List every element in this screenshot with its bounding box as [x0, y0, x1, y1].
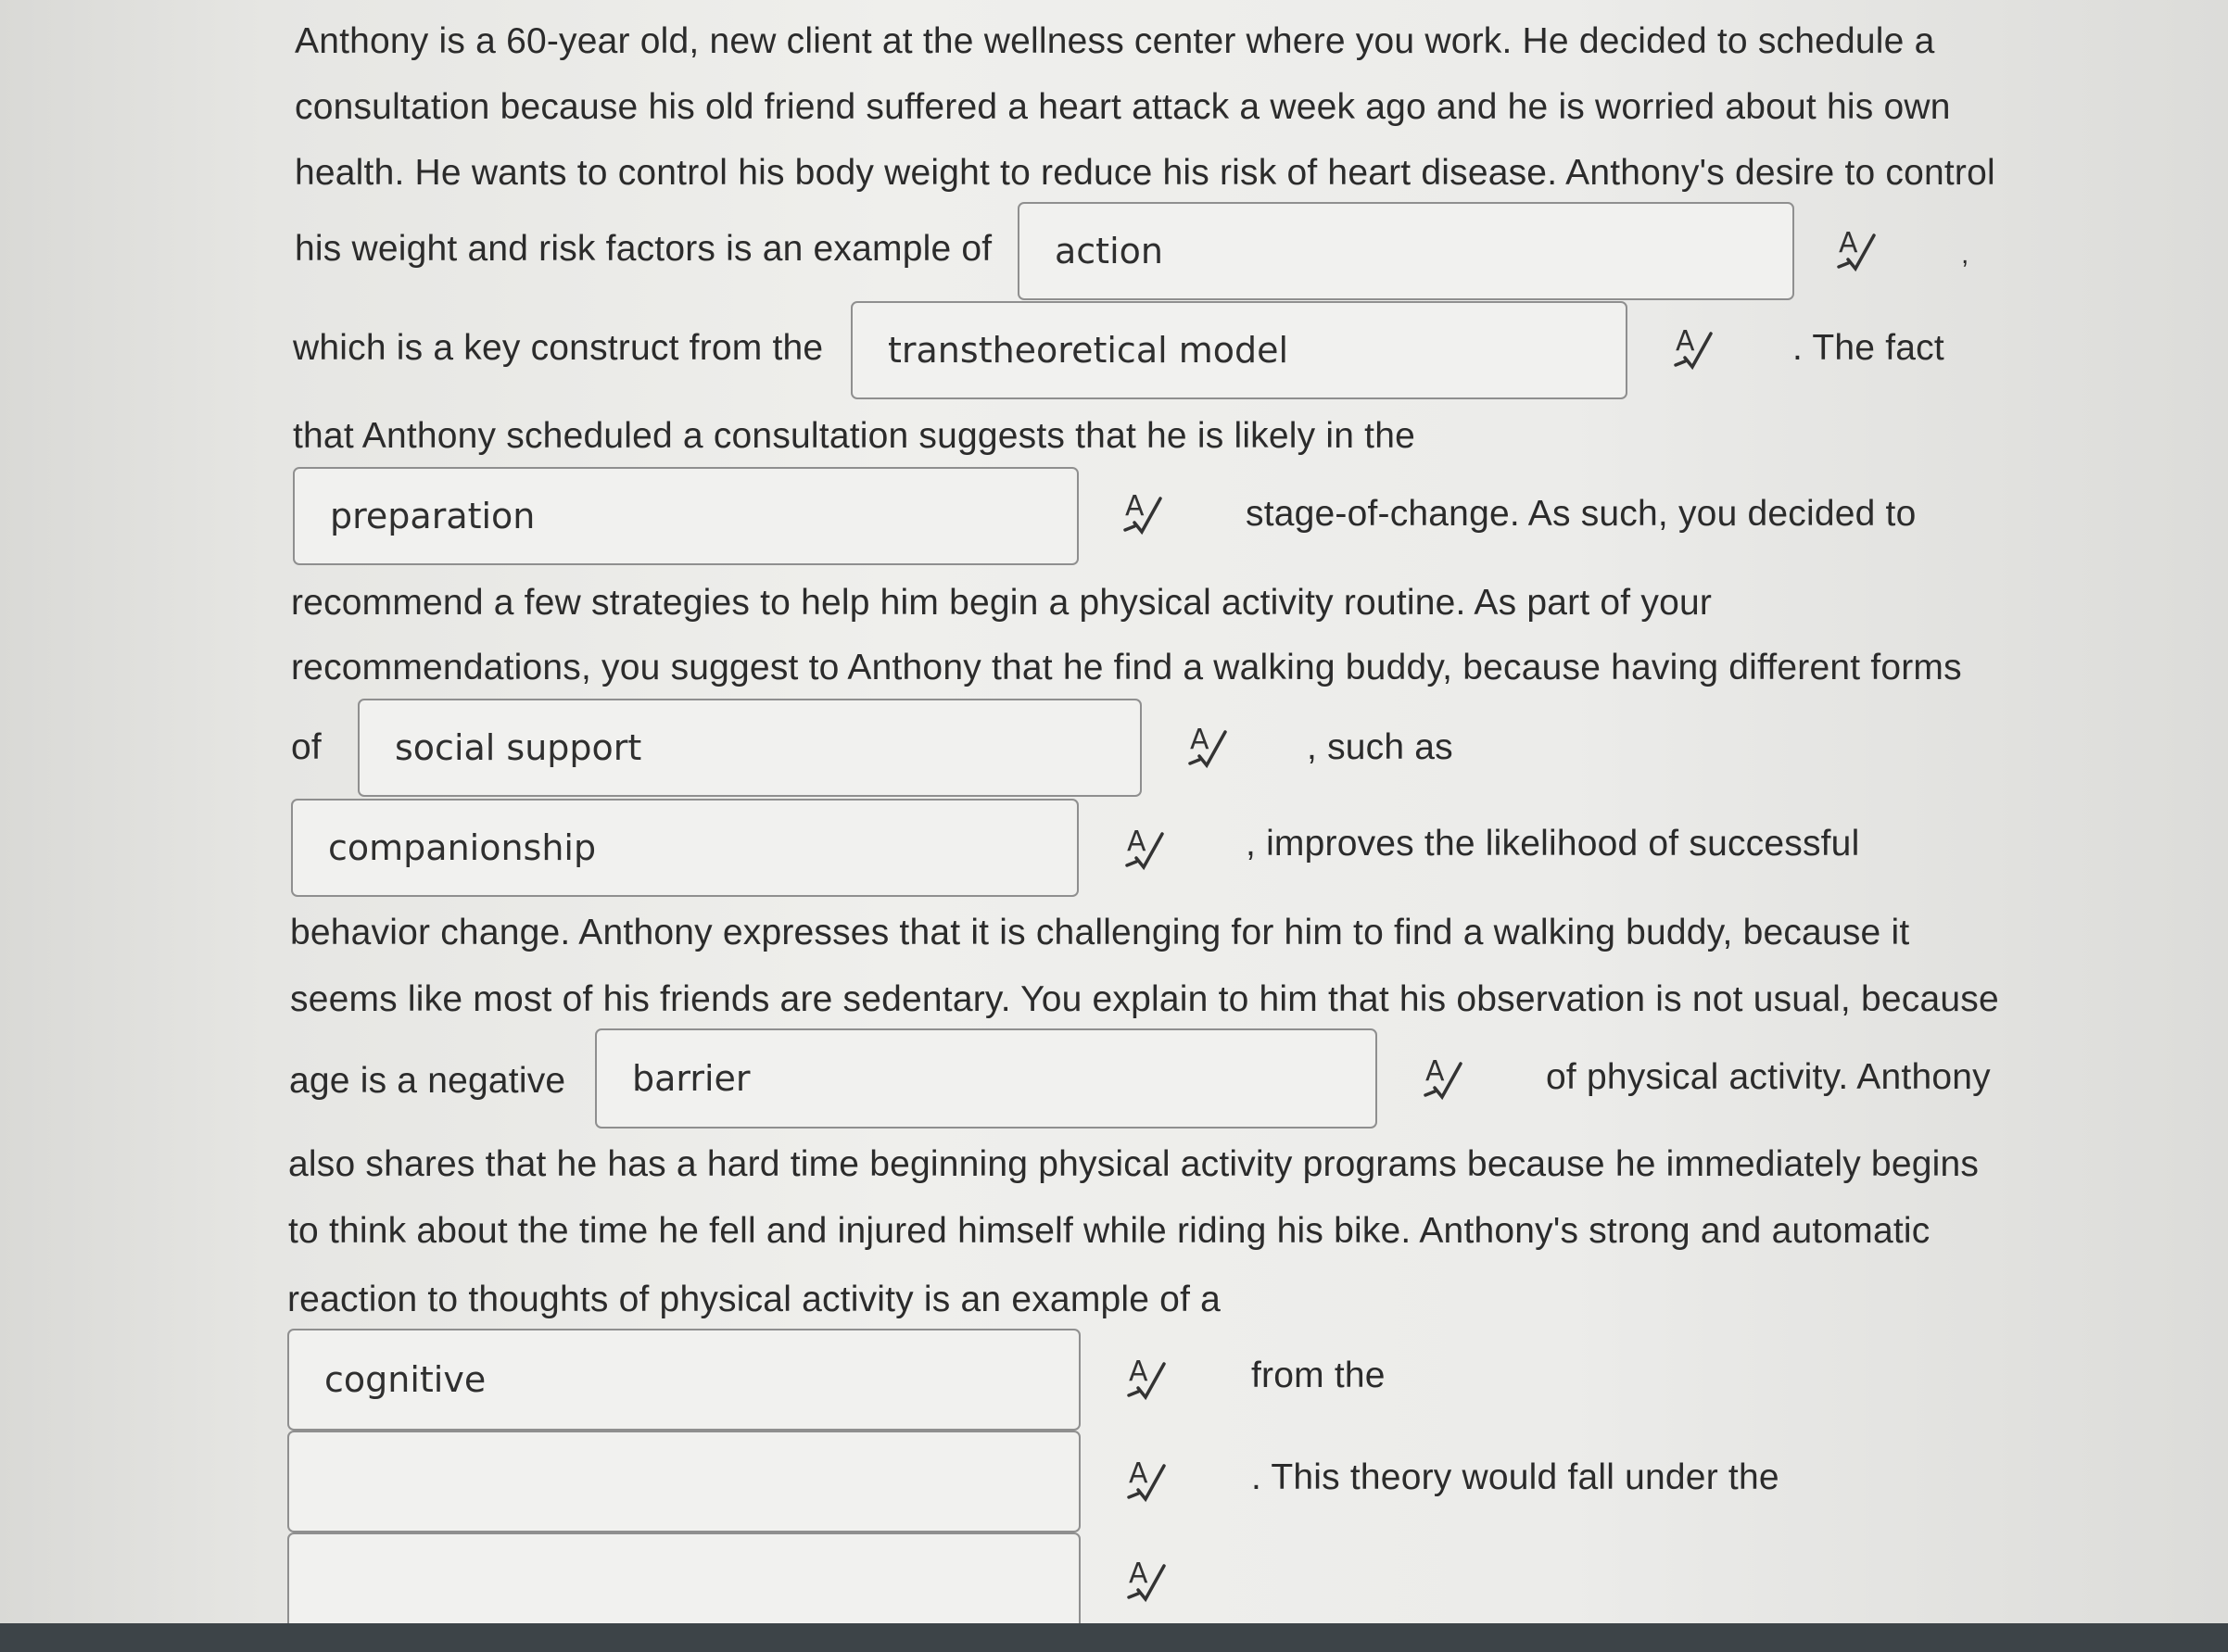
answer-value: preparation [330, 496, 536, 536]
paragraph-line: from the [1251, 1356, 1386, 1395]
spell-check-icon[interactable] [1125, 1457, 1170, 1505]
paragraph-line: . This theory would fall under the [1251, 1457, 1779, 1497]
answer-input-4[interactable] [358, 699, 1142, 797]
paragraph-line: . The fact [1792, 328, 1944, 368]
spell-check-icon[interactable] [1123, 825, 1168, 873]
paragraph-line: his weight and risk factors is an example of [295, 229, 993, 269]
svg-text:A: A [1839, 227, 1858, 259]
svg-text:A: A [1190, 724, 1209, 756]
paragraph-line: health. He wants to control his body weight to reduce his risk of heart disease. Anthony's desire to control [295, 153, 1995, 193]
svg-text:A: A [1125, 490, 1145, 523]
svg-text:A: A [1129, 1557, 1148, 1590]
svg-text:A: A [1129, 1457, 1148, 1490]
answer-input-1[interactable] [1018, 202, 1794, 300]
paragraph-line: behavior change. Anthony expresses that it is challenging for him to find a walking buddy, because it [290, 913, 1910, 952]
answer-value: action [1055, 231, 1163, 271]
answer-input-7[interactable] [287, 1329, 1081, 1431]
paragraph-line: reaction to thoughts of physical activity is an example of a [287, 1280, 1222, 1319]
spell-check-icon[interactable] [1186, 723, 1231, 771]
answer-value: transtheoretical model [888, 330, 1289, 371]
svg-text:A: A [1127, 826, 1146, 858]
answer-value: companionship [328, 827, 597, 868]
paragraph-line: , such as [1307, 727, 1453, 767]
paragraph-line: that Anthony scheduled a consultation suggests that he is likely in the [293, 416, 1415, 456]
paragraph-line: recommendations, you suggest to Anthony that he find a walking buddy, because having different forms [291, 648, 1962, 687]
svg-text:A: A [1425, 1055, 1445, 1088]
spell-check-icon[interactable] [1835, 226, 1880, 274]
answer-input-6[interactable] [595, 1028, 1377, 1129]
answer-input-8[interactable] [287, 1431, 1081, 1532]
screen-bottom-bar [0, 1623, 2228, 1652]
svg-text:A: A [1676, 325, 1695, 358]
spell-check-icon[interactable] [1125, 1557, 1170, 1605]
answer-value: barrier [632, 1058, 751, 1099]
answer-value: social support [395, 727, 642, 768]
answer-input-5[interactable] [291, 799, 1079, 897]
paragraph-line: stage-of-change. As such, you decided to [1246, 494, 1917, 534]
spell-check-icon[interactable] [1422, 1054, 1466, 1103]
paragraph-line: also shares that he has a hard time beginning physical activity programs because he immediately begins [288, 1144, 1980, 1184]
paragraph-line: of [291, 727, 322, 767]
svg-text:A: A [1129, 1356, 1148, 1388]
answer-value: cognitive [324, 1359, 487, 1400]
answer-input-3[interactable] [293, 467, 1079, 565]
paragraph-line: to think about the time he fell and injured himself while riding his bike. Anthony's strong and automatic [288, 1211, 1931, 1251]
answer-input-9[interactable] [287, 1532, 1081, 1634]
paragraph-line: age is a negative [289, 1061, 566, 1101]
paragraph-line: consultation because his old friend suffered a heart attack a week ago and he is worried about his own [295, 87, 1951, 127]
answer-input-2[interactable] [851, 301, 1627, 399]
paragraph-line: seems like most of his friends are sedentary. You explain to him that his observation is not usual, because [290, 979, 1999, 1019]
paragraph-line: Anthony is a 60-year old, new client at the wellness center where you work. He decided to schedule a [295, 21, 1935, 61]
punctuation: , [1961, 239, 1969, 270]
paragraph-line: which is a key construct from the [293, 328, 824, 368]
paragraph-line: of physical activity. Anthony [1546, 1057, 1991, 1097]
paragraph-line: , improves the likelihood of successful [1246, 824, 1860, 864]
spell-check-icon[interactable] [1125, 1355, 1170, 1403]
paragraph-line: recommend a few strategies to help him begin a physical activity routine. As part of your [291, 583, 1713, 623]
spell-check-icon[interactable] [1672, 324, 1716, 372]
spell-check-icon[interactable] [1121, 489, 1166, 537]
